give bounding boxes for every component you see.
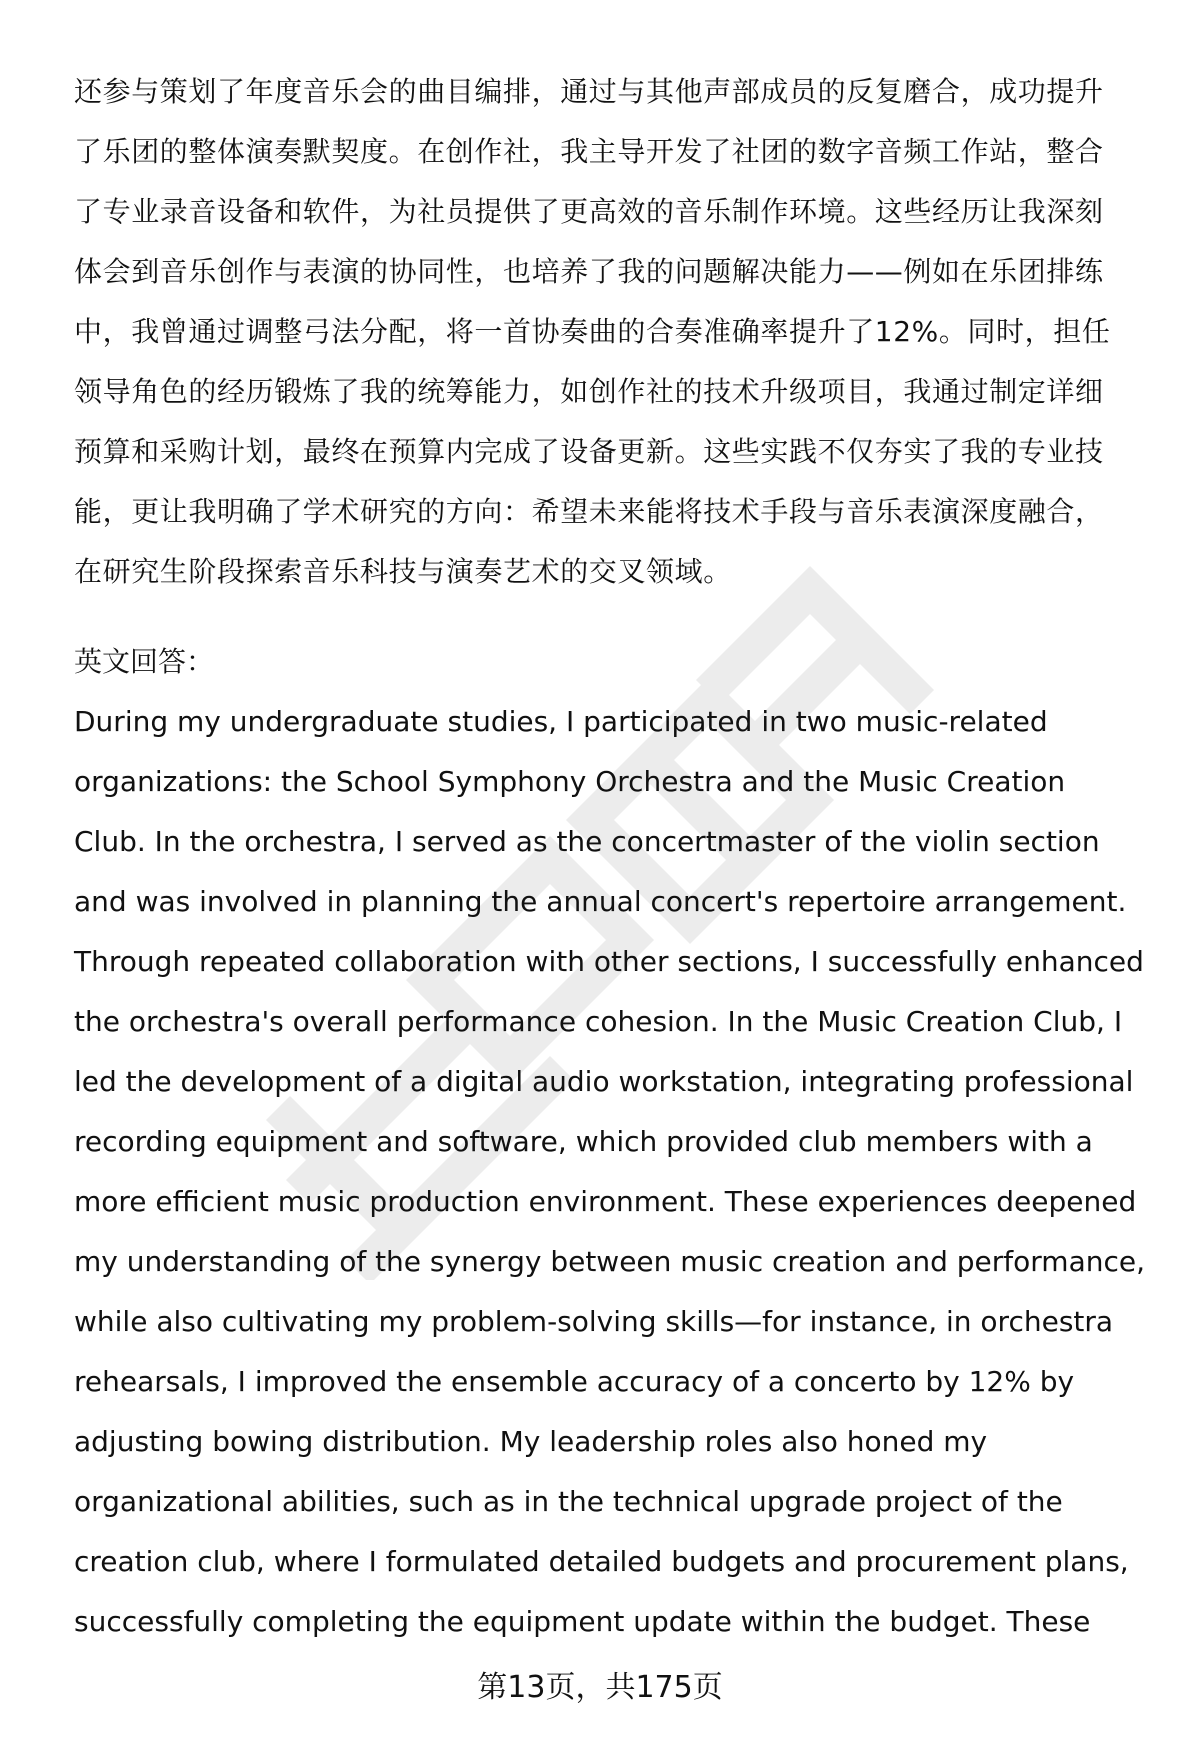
paragraph-line: my understanding of the synergy between music creation and performance, [74,1245,1145,1278]
document-body [74,62,1154,1652]
page-number-footer: 第13页，共175页 [477,1670,723,1705]
paragraph-line: 在研究生阶段探索音乐科技与演奏艺术的交叉领域。 [74,555,732,588]
paragraph-line: 体会到音乐创作与表演的协同性，也培养了我的问题解决能力——例如在乐团排练 [74,255,1104,288]
paragraph-line: successfully completing the equipment update within the budget. These [74,1605,1091,1638]
paragraph-line: organizations: the School Symphony Orchestra and the Music Creation [74,765,1066,798]
paragraph-line: 领导角色的经历锻炼了我的统筹能力，如创作社的技术升级项目，我通过制定详细 [74,375,1104,408]
paragraph-line: organizational abilities, such as in the technical upgrade project of the [74,1485,1063,1518]
paragraph-line: creation club, where I formulated detailed budgets and procurement plans, [74,1545,1129,1578]
paragraph-line: 了专业录音设备和软件，为社员提供了更高效的音乐制作环境。这些经历让我深刻 [74,195,1104,228]
paragraph-line: while also cultivating my problem-solving skills—for instance, in orchestra [74,1305,1114,1338]
paragraph-line: the orchestra's overall performance cohesion. In the Music Creation Club, I [74,1005,1123,1038]
paragraph-line: 中，我曾通过调整弓法分配，将一首协奏曲的合奏准确率提升了12%。同时，担任 [74,315,1111,348]
paragraph-line: Through repeated collaboration with other sections, I successfully enhanced [74,945,1144,978]
paragraph-line: 预算和采购计划，最终在预算内完成了设备更新。这些实践不仅夯实了我的专业技 [74,435,1104,468]
paragraph-line: During my undergraduate studies, I participated in two music-related [74,705,1048,738]
paragraph-line: rehearsals, I improved the ensemble accuracy of a concerto by 12% by [74,1365,1075,1398]
paragraph-line: led the development of a digital audio workstation, integrating professional [74,1065,1134,1098]
paragraph-line: 了乐团的整体演奏默契度。在创作社，我主导开发了社团的数字音频工作站，整合 [74,135,1104,168]
paragraph-line: more efficient music production environment. These experiences deepened [74,1185,1137,1218]
english-answer-heading: 英文回答： [74,645,215,678]
paragraph-line: adjusting bowing distribution. My leadership roles also honed my [74,1425,988,1458]
paragraph-line: 还参与策划了年度音乐会的曲目编排，通过与其他声部成员的反复磨合，成功提升 [74,75,1104,108]
chinese-answer-paragraph [74,62,1154,602]
paragraph-line: recording equipment and software, which provided club members with a [74,1125,1093,1158]
paragraph-line: and was involved in planning the annual concert's repertoire arrangement. [74,885,1127,918]
paragraph-line: Club. In the orchestra, I served as the concertmaster of the violin section [74,825,1100,858]
paragraph-line: 能，更让我明确了学术研究的方向：希望未来能将技术手段与音乐表演深度融合， [74,495,1104,528]
english-answer-paragraph [74,692,1154,1652]
